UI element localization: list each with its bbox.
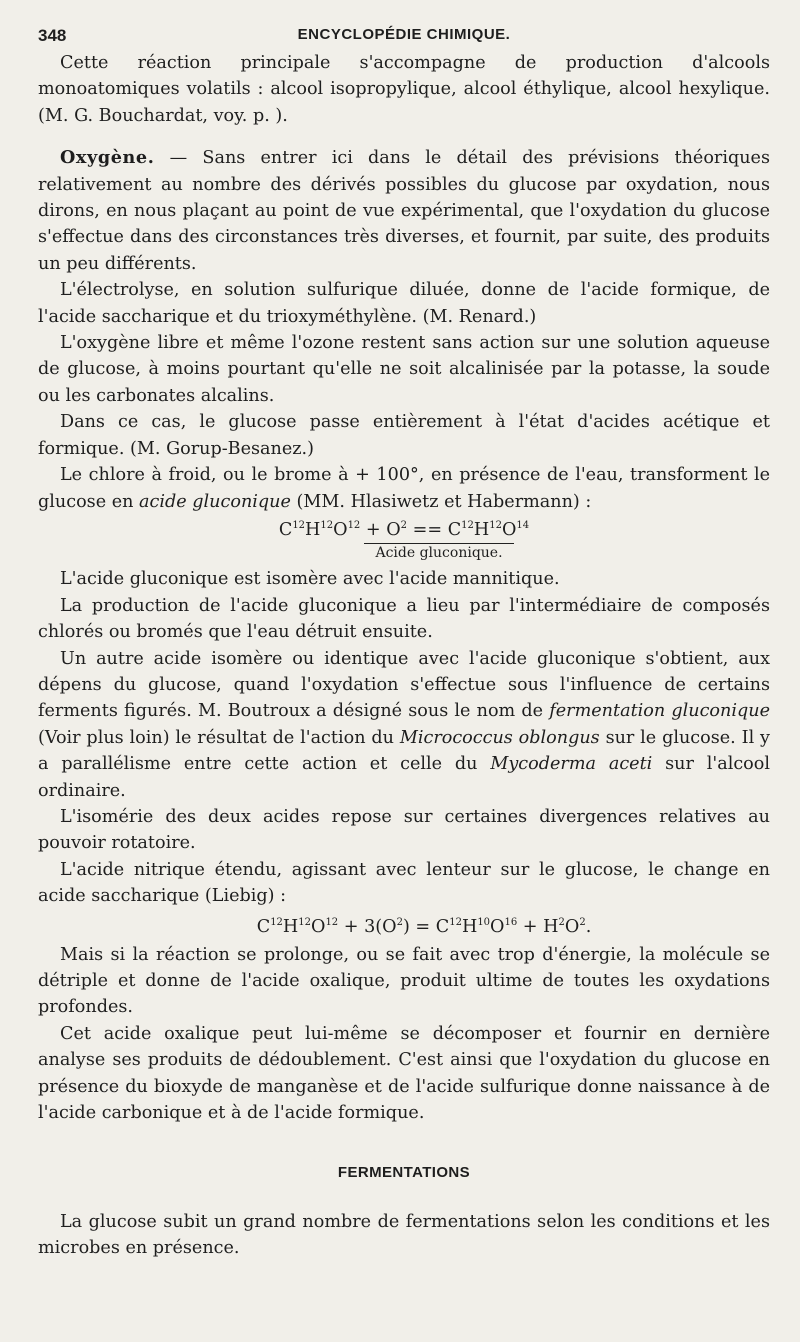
paragraph-chlore-a: Le chlore à froid, ou le brome à + 100°, en présence de l'eau, transforment le glucose en xyxy=(38,465,770,512)
paragraph-chlore-b: (MM. Hlasiwetz et Habermann) : xyxy=(290,491,592,512)
paragraph-electrolyse: L'électrolyse, en solution sulfurique diluée, donne de l'acide formique, de l'acide saccharique et du trioxyméthylène. (M. Renard.) xyxy=(38,280,770,327)
head-word-oxygene: Oxygène. xyxy=(60,147,155,169)
paragraph-isomerie: L'isomérie des deux acides repose sur certaines divergences relatives au pouvoir rotatoire. xyxy=(38,806,770,854)
running-head xyxy=(38,20,770,50)
paragraph-chlore xyxy=(38,462,770,515)
paragraph-acide-nitrique: L'acide nitrique étendu, agissant avec lenteur sur le glucose, le change en acide saccharique (Liebig) : xyxy=(38,859,770,907)
paragraph-1: Cette réaction principale s'accompagne de production d'alcools monoatomiques volatils : alcool isopropylique, alcool éthylique, alcool hexylique. (M. G. Bouchardat, voy. p. ). xyxy=(38,53,770,126)
paragraph-acide-oxalique: Cet acide oxalique peut lui-même se décomposer et fournir en dernière analyse ses produits de dédoublement. C'est ainsi que l'oxydation du glucose en présence du bioxyde de manganèse et de l'acide sulfurique donne naissance à de l'acide carbonique et à de l'acide formique. xyxy=(38,1023,770,1124)
paragraph-fermentations: La glucose subit un grand nombre de fermentations selon les conditions et les microbes en présence. xyxy=(38,1211,770,1259)
equation-gluconique xyxy=(38,517,770,562)
equation-saccharique: $C^{12}H^{12}O^{12} + 3(O^2) = C^{12}H^{10}O^{16} + H^2O^2$. xyxy=(256,916,592,937)
paragraph-dans-ce-cas: Dans ce cas, le glucose passe entièrement à l'état d'acides acétique et formique. (M. Gorup-Besanez.) xyxy=(38,412,770,459)
term-mycoderma: Mycoderma aceti xyxy=(490,754,653,775)
paragraph-autre-acide-d: sur l'alcool ordinaire. xyxy=(38,754,770,801)
term-fermentation-gluconique: fermentation gluconique xyxy=(549,701,770,722)
equation-gluconique-label: Acide gluconique. xyxy=(364,543,514,562)
paragraph-autre-acide-c: sur le glucose. Il y a parallélisme entre cette action et celle du xyxy=(38,727,770,775)
term-acide-gluconique: acide gluconique xyxy=(139,491,291,512)
paragraph-autre-acide-a: Un autre acide isomère ou identique avec l'acide gluconique s'obtient, aux dépens du glucose, quand l'oxydation s'effectue sous l'influence de certains ferments figurés. M. Boutroux a désigné sous le nom de xyxy=(38,648,770,722)
paragraph-production: La production de l'acide gluconique a lieu par l'intermédiaire de composés chlorés ou bromés que l'eau détruit ensuite. xyxy=(38,595,770,643)
paragraph-oxygene-libre: L'oxygène libre et même l'ozone restent sans action sur une solution aqueuse de glucose, à moins pourtant qu'elle ne soit alcalinisée par la potasse, la soude ou les carbonates alcalins. xyxy=(38,333,770,406)
paragraph-autre-acide-b: (Voir plus loin) le résultat de l'action du xyxy=(38,727,400,748)
section-title-fermentations: FERMENTATIONS xyxy=(337,1164,471,1182)
paragraph-mais-si: Mais si la réaction se prolonge, ou se fait avec trop d'énergie, la molécule se détriple et donne de l'acide oxalique, produit ultime de toutes les oxydations profondes. xyxy=(38,944,770,1018)
paragraph-isomere: L'acide gluconique est isomère avec l'acide mannitique. xyxy=(60,569,560,590)
paragraph-autre-acide xyxy=(38,646,770,804)
paragraph-oxygene xyxy=(38,145,770,277)
body-text xyxy=(38,50,770,1262)
running-title: ENCYCLOPÉDIE CHIMIQUE. xyxy=(297,26,511,43)
term-micrococcus: Micrococcus oblongus xyxy=(399,727,600,748)
paragraph-oxygene-text: — Sans entrer ici dans le détail des prévisions théoriques relativement au nombre des dérivés possibles du glucose par oxydation, nous dirons, en nous plaçant au point de vue expérimental, que l'oxydation du glucose s'effectue dans des circonstances très diverses, et fournit, par suite, des produits un peu différents. xyxy=(38,148,770,274)
page-number: 348 xyxy=(38,26,67,45)
equation-gluconique-formula: $C^{12}H^{12}O^{12} + O^2 == C^{12}H^{12}O^{14}$ xyxy=(278,519,530,540)
